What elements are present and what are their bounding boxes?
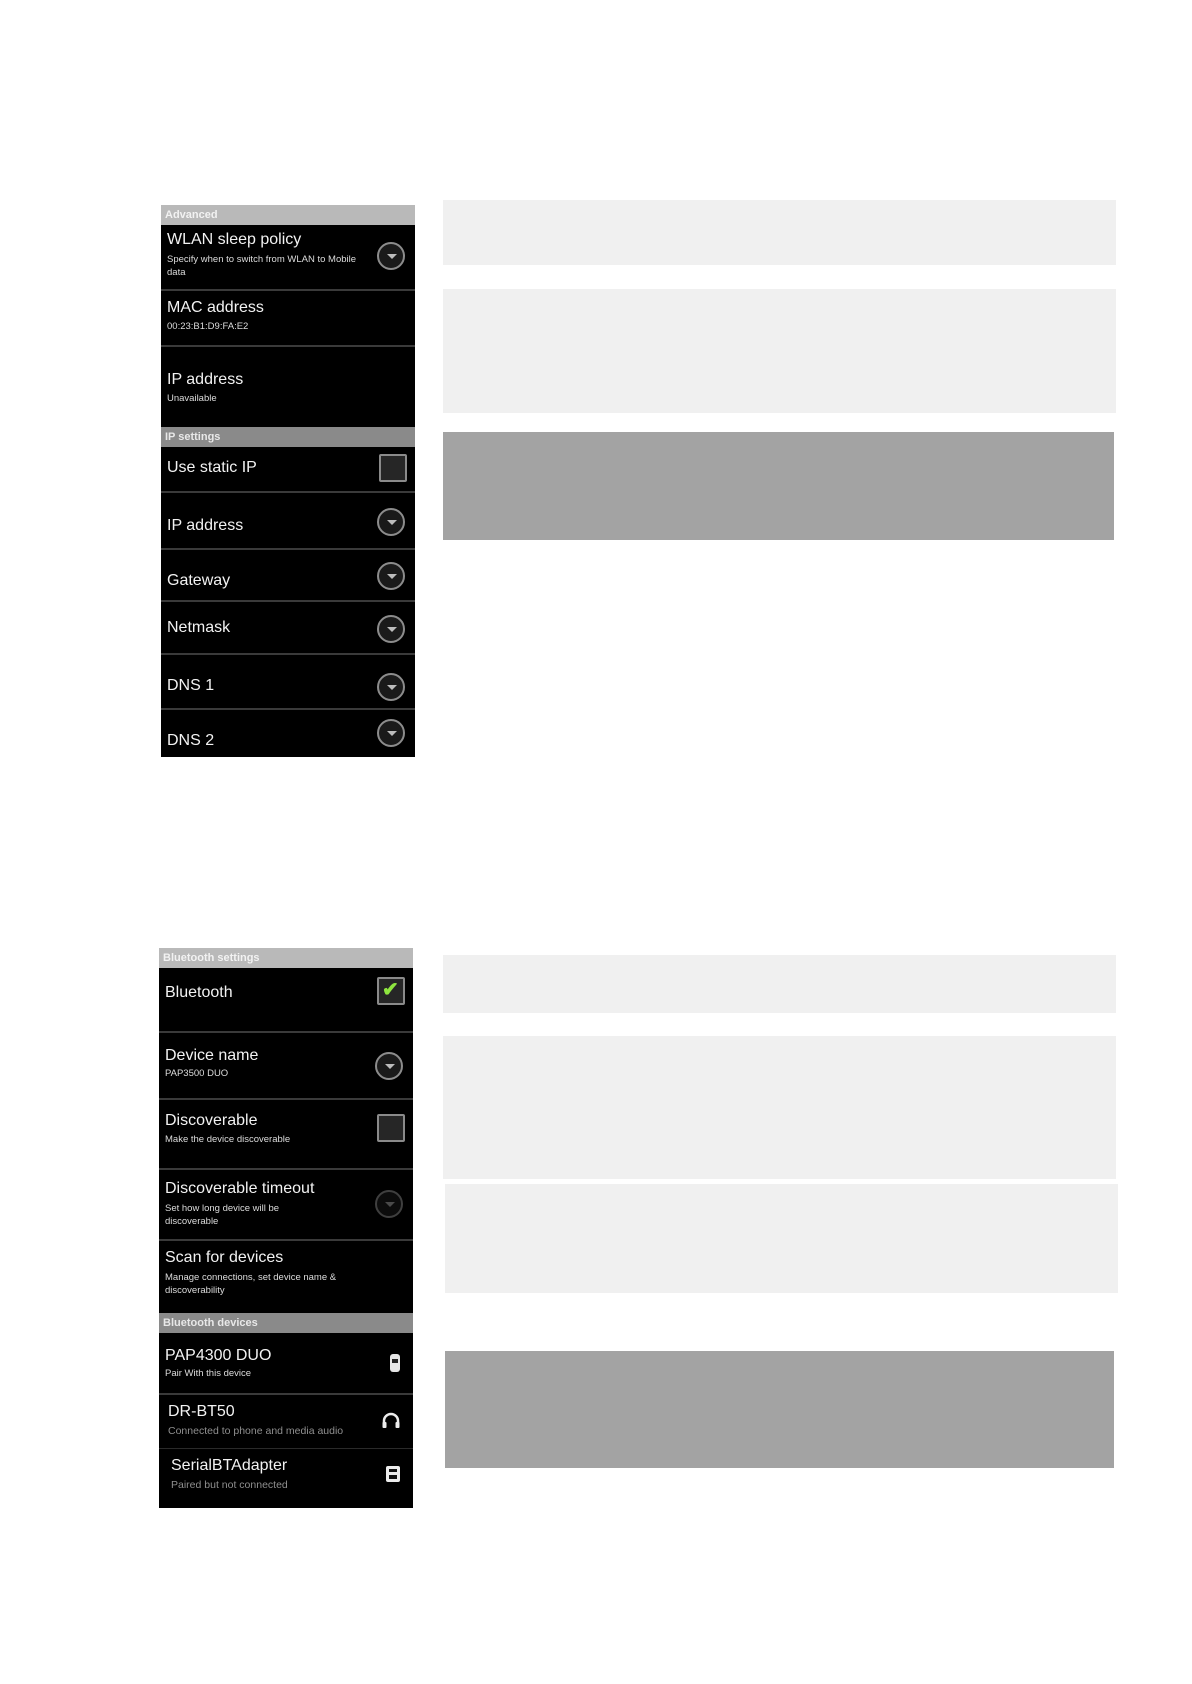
bt-device-status: Connected to phone and media audio [168, 1425, 344, 1437]
chevron-down-icon[interactable] [377, 242, 405, 270]
mac-address-item [161, 291, 415, 347]
scan-for-devices-item[interactable] [159, 1241, 413, 1313]
discoverable-timeout-item[interactable] [159, 1170, 413, 1241]
scan-for-devices-title: Scan for devices [165, 1249, 284, 1266]
device-name-item[interactable] [159, 1033, 413, 1100]
wlan-advanced-panel [161, 205, 415, 757]
bt-device-name: DR-BT50 [168, 1403, 235, 1420]
mac-address-value: 00:23:B1:D9:FA:E2 [167, 321, 249, 332]
use-static-ip-checkbox[interactable] [379, 454, 407, 482]
bt-device-name: SerialBTAdapter [171, 1457, 288, 1474]
bt-device-item[interactable] [159, 1395, 413, 1449]
description-box [443, 955, 1116, 1013]
bt-device-name: PAP4300 DUO [165, 1347, 272, 1364]
advanced-header: Advanced [161, 205, 415, 225]
chevron-down-icon[interactable] [377, 562, 405, 590]
chevron-down-icon[interactable] [375, 1052, 403, 1080]
bluetooth-devices-header: Bluetooth devices [159, 1313, 413, 1333]
checkmark-icon: ✔ [382, 979, 399, 1001]
bluetooth-settings-header: Bluetooth settings [159, 948, 413, 968]
chevron-down-icon[interactable] [375, 1190, 403, 1218]
discoverable-summary: Make the device discoverable [165, 1134, 291, 1145]
device-name-value: PAP3500 DUO [165, 1068, 229, 1079]
dns2-title: DNS 2 [167, 732, 215, 749]
chevron-down-icon[interactable] [377, 508, 405, 536]
wlan-sleep-policy-title: WLAN sleep policy [167, 231, 302, 248]
device-name-title: Device name [165, 1047, 259, 1064]
headphones-icon [381, 1411, 401, 1434]
scan-for-devices-summary: Manage connections, set device name & discoverability [165, 1272, 337, 1296]
discoverable-title: Discoverable [165, 1112, 258, 1129]
serial-adapter-icon [385, 1465, 401, 1488]
use-static-ip-title: Use static IP [167, 459, 257, 476]
discoverable-timeout-summary: Set how long device will be discoverable [165, 1203, 280, 1227]
dns2-item[interactable] [161, 710, 415, 757]
description-box [443, 289, 1116, 413]
description-box [443, 200, 1116, 265]
ip-address-info-title: IP address [167, 371, 244, 388]
bt-device-item[interactable] [159, 1333, 413, 1395]
chevron-down-icon[interactable] [377, 673, 405, 701]
discoverable-checkbox[interactable] [377, 1114, 405, 1142]
ip-settings-header: IP settings [161, 427, 415, 447]
ip-address-info-item [161, 347, 415, 431]
ip-address-title: IP address [167, 517, 244, 534]
chevron-down-icon[interactable] [377, 719, 405, 747]
mac-address-title: MAC address [167, 299, 264, 316]
discoverable-item[interactable] [159, 1100, 413, 1170]
bluetooth-toggle-item[interactable] [159, 968, 413, 1033]
bluetooth-settings-panel [159, 948, 413, 1508]
dns1-title: DNS 1 [167, 677, 215, 694]
ip-address-item[interactable] [161, 493, 415, 550]
bluetooth-checkbox[interactable] [377, 977, 405, 1005]
bt-device-status: Pair With this device [165, 1368, 252, 1379]
description-box [443, 1036, 1116, 1179]
description-box [443, 432, 1114, 540]
ip-address-info-value: Unavailable [167, 393, 217, 404]
gateway-item[interactable] [161, 550, 415, 602]
chevron-down-icon[interactable] [377, 615, 405, 643]
dns1-item[interactable] [161, 655, 415, 710]
gateway-title: Gateway [167, 572, 231, 589]
bluetooth-toggle-title: Bluetooth [165, 984, 233, 1001]
discoverable-timeout-title: Discoverable timeout [165, 1180, 315, 1197]
use-static-ip-item[interactable] [161, 447, 415, 493]
bt-device-status: Paired but not connected [171, 1479, 288, 1491]
phone-icon [389, 1353, 401, 1378]
bt-device-item[interactable] [159, 1449, 413, 1508]
netmask-item[interactable] [161, 602, 415, 655]
wlan-sleep-policy-summary: Specify when to switch from WLAN to Mobile data [167, 254, 357, 278]
netmask-title: Netmask [167, 619, 231, 636]
description-box [445, 1351, 1114, 1468]
description-box [445, 1184, 1118, 1293]
wlan-sleep-policy-item[interactable] [161, 225, 415, 291]
